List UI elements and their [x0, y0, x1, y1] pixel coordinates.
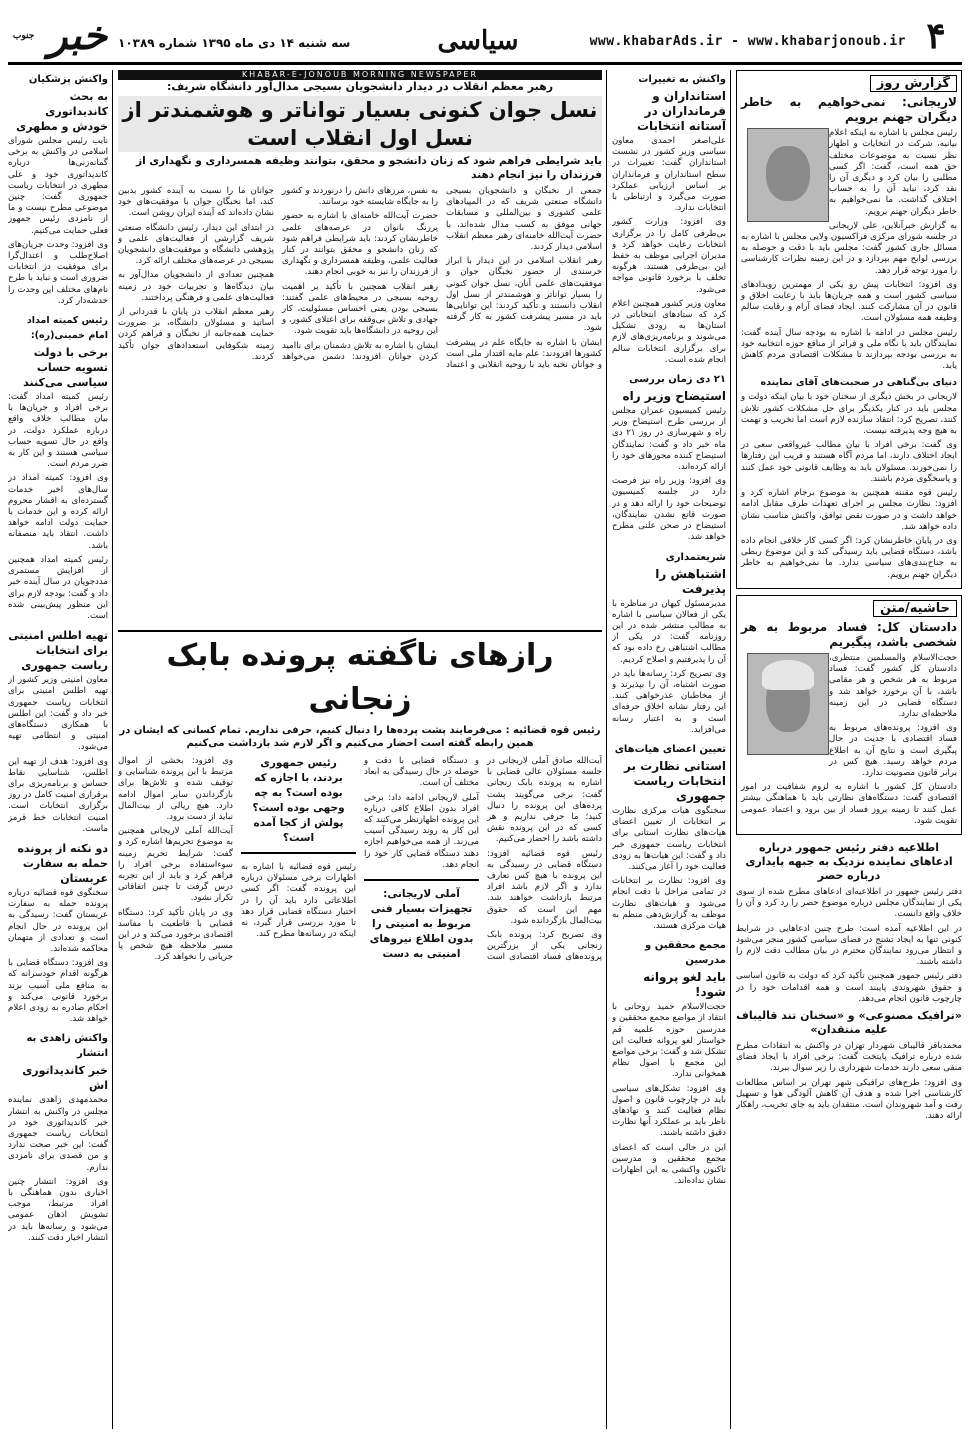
paragraph: وی افزود: طرح‌های ترافیکی شهر تهران بر اساس مطالعات کارشناسی اجرا شده و هدف آن کاهش آلودگی هوا و تسهیل رفت و آمد شهروندان است. منتقدان باید به جای تخریب، راهکار ارائه دهند. — [736, 1077, 962, 1122]
paragraph: معاون امنیتی وزیر کشور از تهیه اطلس امنیتی برای انتخابات ریاست جمهوری خبر داد و گفت: این اطلس با همکاری دستگاه‌های امنیتی و انتظامی تهیه می‌شود. — [8, 675, 108, 753]
brief-pretitle: واکنش زاهدی به انتشار — [26, 1033, 108, 1060]
right-column — [736, 70, 962, 1431]
newspaper-band: KHABAR-E-JONOUB MORNING NEWSPAPER — [118, 70, 602, 80]
paragraph: وی افزود: نظارت بر انتخابات در تمامی مراحل با دقت انجام می‌شود و هیات‌های نظارت موظف به گزارش‌دهی منظم به هیات مرکزی هستند. — [612, 876, 726, 931]
main-story-area — [118, 70, 602, 1431]
paragraph: نایب رئیس مجلس شورای اسلامی در واکنش به برخی گمانه‌زنی‌ها درباره کاندیداتوری خود و علی مطهری در انتخابات ریاست جمهوری گفت: چنین موضوعی مطرح نیست و ما از نامزدی رئیس جمهور فعلی حمایت می‌کنیم. — [8, 136, 108, 236]
pull-quote: آملی لاریجانی: تجهیزات بسیار فنی مربوط به امنیتی را بدون اطلاع نیروهای امنیتی به دست رئیس جمهوری بردند، با اجازه که بوده است؟ به چه وجهی بوده است؟ پولش از کجا آمده است؟ — [241, 756, 479, 964]
brief-title: استانی نظارت بر انتخابات ریاست جمهوری — [624, 758, 726, 803]
day-report-box — [736, 70, 962, 589]
paragraph: رهبر معظم انقلاب در پایان با قدردانی از اساتید و مسئولان دانشگاه، بر ضرورت حمایت همه‌جانبه از نخبگان و فراهم کردن زمینه شکوفایی استعدادهای جوان تأکید کردند. — [118, 307, 274, 362]
prosecutor-photo — [747, 653, 829, 755]
newspaper-logo — [10, 14, 110, 58]
brief-pretitle: رئیس کمیته امداد امام خمینی(ره): — [26, 315, 108, 342]
news-brief-column — [612, 70, 726, 1431]
paragraph: حضرت آیت‌الله خامنه‌ای با اشاره به حضور پررنگ بانوان در عرصه‌های علمی خاطرنشان کردند: باید شرایطی فراهم شود که زنان دانشجو و محقق بتوانند در کنار فعالیت علمی، وظیفه همسرداری و نگهداری از فرزندان را نیز به خوبی انجام دهند. — [282, 211, 438, 278]
paragraph: وی تصریح کرد: رسانه‌ها باید در صورت اشتباه، آن را بپذیرند و از مخاطبان عذرخواهی کنند. این رفتار نشانه اخلاق حرفه‌ای است و به اعتبار رسانه می‌افزاید. — [612, 668, 726, 735]
brief-title: باید لغو پروانه شود! — [643, 970, 726, 1000]
paragraph: رئیس کمیسیون عمران مجلس از بررسی طرح استیضاح وزیر راه و شهرسازی در روز ۲۱ دی ماه خبر داد و گفت: نمایندگان استیضاح کننده محورهای خود را ارائه کرده‌اند. — [612, 406, 726, 473]
brief-pretitle: واکنش پزشکیان — [28, 74, 108, 85]
day-report-label: گزارش روز — [870, 75, 957, 92]
main-surtitle: رهبر معظم انقلاب در دیدار دانشجویان بسیجی مدال‌آور دانشگاه شریف: — [166, 80, 554, 93]
brief-title: تهیه اطلس امنیتی برای انتخابات ریاست جمهوری — [8, 629, 108, 673]
section-title: سیاسی — [437, 26, 519, 56]
paragraph: وی تصریح کرد: پرونده بابک زنجانی یکی از بزرگترین پرونده‌های فساد اقتصادی است و دستگاه قضایی با دقت و حوصله در حال رسیدگی به ابعاد مختلف آن است. — [364, 756, 602, 963]
paragraph: رئیس مجلس در ادامه با اشاره به بودجه سال آینده گفت: نمایندگان باید با نگاه ملی و فراتر از منافع حوزه انتخابیه خود به بررسی بودجه بپردازند تا مشکلات اقتصادی مردم کاهش یابد. — [741, 327, 957, 372]
paragraph: حجت‌الاسلام حمید روحانی با انتقاد از مواضع مجمع محققین و مدرسین حوزه علمیه قم خواستار لغو پروانه فعالیت این تشکل شد و گفت: برخی مواضع این مجمع با اصول نظام همخوانی ندارد. — [612, 1002, 726, 1080]
paragraph: آیت‌الله صادق آملی لاریجانی در جلسه مسئولان عالی قضایی با اشاره به پرونده بابک زنجانی گفت: برخی می‌گویند پشت پرده‌های این پرونده را دنبال کنید؛ ما حرفی نداریم و هر کسی که در این پرونده نقش داشته باشد را احضار می‌کنیم. — [487, 756, 602, 845]
paragraph: سخنگوی قوه قضائیه درباره پرونده حمله به سفارت عربستان گفت: رسیدگی به این پرونده در حال انجام است و تعدادی از متهمان محاکمه شده‌اند. — [8, 887, 108, 954]
page-number: ۴ — [926, 15, 946, 57]
paragraph: معاون وزیر کشور همچنین اعلام کرد که ستادهای انتخاباتی در استان‌ها به زودی تشکیل می‌شوند و برنامه‌ریزی‌های لازم برای برگزاری انتخابات سالم انجام شده است. — [612, 298, 726, 365]
paragraph: رئیس کمیته امداد گفت: برخی افراد و جریان‌ها با بیان مطالب خلاف واقع درباره عملکرد دولت، در واقع در حال تسویه حساب سیاسی هستند و این کار به ضرر مردم است. — [8, 392, 108, 470]
paragraph: وی افزود: انتخابات پیش رو یکی از مهمترین رویدادهای سیاسی کشور است و همه جریان‌ها باید با رعایت اخلاق و قانون در آن مشارکت کنند. ایجاد فضای آرام و رقابت سالم وظیفه همه مسئولان است. — [741, 279, 957, 324]
paragraph: ایشان با اشاره به جایگاه علم در پیشرفت کشورها افزودند: علم مایه اقتدار ملی است و جوانان نخبه باید با روحیه انقلابی و اعتماد به نفس، مرزهای دانش را درنوردند و کشور را به جایگاه شایسته خود برسانند. — [282, 186, 602, 371]
paragraph: این در حالی است که اعضای مجمع محققین و مدرسین تاکنون واکنشی به این اظهارات نشان نداده‌اند. — [612, 1142, 726, 1187]
paragraph: رئیس کمیته امداد همچنین از افزایش مستمری مددجویان در سال آینده خبر داد و گفت: بودجه لازم برای این منظور پیش‌بینی شده است. — [8, 554, 108, 621]
paragraph: وی در پایان تأکید کرد: دستگاه قضایی با قاطعیت با مفاسد اقتصادی برخورد می‌کند و در این مسیر ملاحظه هیچ شخص یا جریانی را نخواهد کرد. — [118, 907, 233, 963]
paragraph: وی افزود: بخشی از اموال مرتبط با این پرونده شناسایی و توقیف شده و تلاش‌ها برای بازگرداندن سایر اموال ادامه دارد. هیچ ریالی از بیت‌المال نباید از دست برود. — [118, 756, 233, 823]
paragraph: وی افزود: کمیته امداد در سال‌های اخیر خدمات گسترده‌ای به اقشار محروم ارائه کرده و این خدمات با حمایت دولت ادامه خواهد داشت. انتقاد باید منصفانه باشد. — [8, 473, 108, 551]
margin-label: حاشیه/متن — [873, 600, 957, 617]
paragraph: به گزارش خبرآنلاین، علی لاریجانی در جلسه شورای مرکزی فراکسیون ولایی مجلس با اشاره به مسائل جاری کشور گفت: مجلس باید با دقت و حوصله به بررسی لوایح مهم بپردازد و در این زمینه نظرات کارشناسی را مورد توجه قرار دهد. — [741, 220, 957, 276]
paragraph: دادستان کل کشور با اشاره به لزوم شفافیت در امور اقتصادی گفت: دستگاه‌های نظارتی باید با هماهنگی بیشتر عمل کنند تا زمینه بروز فساد از بین برود و اعتماد عمومی تقویت شود. — [741, 782, 957, 826]
paragraph: دفتر رئیس جمهور در اطلاعیه‌ای ادعاهای مطرح شده از سوی یکی از نمایندگان مجلس درباره موضوع حصر را رد کرد و آن را خلاف واقع دانست. — [736, 886, 962, 920]
website-urls: www.khabarAds.ir - www.khabarjonoub.ir — [589, 34, 906, 49]
main-lead: باید شرایطی فراهم شود که زنان دانشجو و محقق، بتوانند وظیفه همسرداری و نگهداری از فرزندان را نیز انجام دهند — [136, 155, 602, 181]
brief-pretitle: ۲۱ دی زمان بررسی — [629, 374, 726, 386]
paragraph: رئیس قوه قضائیه افزود: دستگاه قضایی در رسیدگی به این پرونده با هیچ کس تعارف ندارد و اگر لازم باشد افراد مرتبط بازداشت خواهند شد. مهم این است که حقوق بیت‌المال بازگردانده شود. — [487, 848, 602, 926]
brief-pretitle: شریعتمداری — [665, 551, 726, 563]
issue-dateline: سه شنبه ۱۴ دی ماه ۱۳۹۵ شماره ۱۰۳۸۹ — [118, 36, 351, 50]
main-story-body — [118, 186, 602, 624]
paragraph: در ابتدای این دیدار، رئیس دانشگاه صنعتی شریف گزارشی از فعالیت‌های علمی و پژوهشی دانشگاه و موفقیت‌های دانشجویان بسیجی در عرصه‌های مختلف ارائه کرد. — [118, 222, 274, 267]
paragraph: جمعی از نخبگان و دانشجویان بسیجی دانشگاه صنعتی شریف که در المپیادهای علمی کشوری و بین‌المللی و مسابقات جهانی موفق به کسب مدال شده‌اند، با حضرت آیت‌الله خامنه‌ای رهبر معظم انقلاب اسلامی دیدار کردند. — [446, 186, 602, 253]
paragraph: وی افزود: دستگاه قضایی با هرگونه اقدام خودسرانه که به منافع ملی آسیب بزند برخورد قانونی می‌کند و احکام صادره به زودی اعلام خواهد شد. — [8, 958, 108, 1025]
traffic-title: «ترافیک مصنوعی» و «سخنان تند قالیباف علیه منتقدان» — [736, 1009, 962, 1036]
brief-pretitle: واکنش به تغییرات — [638, 74, 726, 85]
brief-title: دو نکته از پرونده حمله به سفارت عربستان — [17, 841, 108, 885]
paragraph: وی گفت: برخی افراد با بیان مطالب غیرواقعی سعی در ایجاد اختلاف دارند، اما مردم آگاه هستند و فریب این رفتارها را نمی‌خورند. مسئولان باید به وظایف قانونی خود عمل کنند و پاسخگوی مردم باشند. — [741, 440, 957, 484]
paragraph: محمدمهدی زاهدی نماینده مجلس در واکنش به انتشار خبر کاندیداتوری خود در انتخابات ریاست جمهوری گفت: این خبر صحت ندارد و من قصدی برای نامزدی ندارم. — [8, 1095, 108, 1173]
paragraph: وی افزود: وزیر راه نیز فرصت دارد در جلسه کمیسیون توضیحات خود را ارائه دهد و در صورت قانع نشدن نمایندگان، استیضاح در صحن علنی مطرح خواهد شد. — [612, 476, 726, 543]
paragraph: وی افزود: وزارت کشور بی‌طرفی کامل را در برگزاری انتخابات رعایت خواهد کرد و مدیران اجرایی موظف به حفظ این بی‌طرفی هستند. هرگونه تخلف با برخورد قانونی مواجه می‌شود. — [612, 217, 726, 295]
paragraph: رئیس قوه مقننه همچنین به موضوع برجام اشاره کرد و افزود: نظارت مجلس بر اجرای تعهدات طرف مقابل ادامه خواهد داشت و در صورت نقض توافق، واکنش مناسب نشان داده خواهد شد. — [741, 488, 957, 532]
brief-pretitle: مجمع محققین و مدرسین — [645, 940, 726, 967]
paragraph: در این اطلاعیه آمده است: طرح چنین ادعاهایی در شرایط کنونی تنها به ایجاد تشنج در فضای سیاسی کشور منجر می‌شود و انتظار می‌رود نمایندگان محترم در بیان مطالب دقت لازم را داشته باشند. — [736, 923, 962, 968]
paragraph: رهبر انقلاب اسلامی در این دیدار با ابراز خرسندی از حضور نخبگان جوان و موفقیت‌های علمی آنان، نسل جوان کنونی را بسیار تواناتر و هوشمندتر از نسل اول انقلاب دانستند و تأکید کردند: این توانایی‌ها باید در مسیر پیشرفت کشور به کار گرفته شود. — [446, 256, 602, 334]
paragraph: وی افزود: انتشار چنین اخباری بدون هماهنگی با افراد مرتبط، موجب تشویش اذهان عمومی می‌شود و رسانه‌ها باید در انتشار اخبار دقت کنند. — [8, 1176, 108, 1243]
paragraph: رئیس قوه قضائیه با اشاره به اظهارات برخی مسئولان درباره این پرونده گفت: اگر کسی اطلاعاتی دارد باید آن را در اختیار دستگاه قضایی قرار دهد تا مورد بررسی قرار گیرد، نه اینکه در رسانه‌ها مطرح کند. — [241, 862, 356, 940]
left-column — [8, 70, 108, 1431]
brief-title: به بحث کاندیداتوری خودش و مطهری — [16, 90, 108, 133]
brief-title: استانداران و فرمانداران در آستانه انتخابات — [636, 89, 726, 133]
paragraph: وی افزود: تشکل‌های سیاسی باید در چارچوب قانون و اصول نظام فعالیت کنند و نهادهای ناظر باید بر عملکرد آنها نظارت دقیق داشته باشند. — [612, 1083, 726, 1139]
column-divider — [112, 70, 113, 1429]
header-rule — [8, 62, 962, 65]
paragraph: وی در پایان خاطرنشان کرد: اگر کسی کار خلافی انجام داده باشد، دستگاه قضایی باید رسیدگی کند و این موضوع ربطی به جناح‌بندی‌های سیاسی ندارد. ما نمی‌خواهیم به خاطر دیگران جهنم برویم. — [741, 535, 957, 580]
paragraph: آملی لاریجانی ادامه داد: برخی افراد بدون اطلاع کافی درباره این پرونده اظهارنظر می‌کنند که این کار به روند رسیدگی آسیب می‌زند. از همه می‌خواهیم اجازه دهند دستگاه قضایی کار خود را انجام دهد. — [364, 792, 479, 870]
notice-title: اطلاعیه دفتر رئیس جمهور درباره ادعاهای نماینده نزدیک به جبهه پایداری درباره حصر — [745, 840, 953, 882]
paragraph: رئیس مجلس با اشاره به اینکه اعلام بیانیه، شرکت در انتخابات و اظهار نظر نسبت به موضوعات مختلف حق همه است، گفت: اگر کسی مطلبی را بیان کرد و دیگری آن را نقد کرد، نباید آن را به حساب اختلاف گذاشت. ما نمی‌خواهیم به خاطر دیگران جهنم برویم. — [829, 128, 957, 217]
column-divider — [606, 70, 607, 1429]
paragraph: همچنین تعدادی از دانشجویان مدال‌آور به بیان دیدگاه‌ها و تجربیات خود در زمینه فعالیت‌های علمی و فرهنگی پرداختند. — [118, 270, 274, 303]
paragraph: وی افزود: هدف از تهیه این اطلس، شناسایی نقاط حساس و برنامه‌ریزی برای برقراری امنیت کامل در روز برگزاری انتخابات است. امنیت انتخابات خط قرمز ماست. — [8, 756, 108, 834]
paragraph: لاریجانی در بخش دیگری از سخنان خود با بیان اینکه دولت و مجلس باید در کنار یکدیگر برای حل مشکلات کشور تلاش کنند، تصریح کرد: انتقاد سازنده لازم است اما تخریب و تهمت به هیچ وجه پذیرفته نیست. — [741, 392, 957, 437]
margin-title: دادستان کل: فساد مربوط به هر شخصی باشد، پیگیریم — [741, 619, 957, 649]
larijani-photo — [747, 128, 829, 222]
paragraph: وی افزود: وحدت جریان‌های اصلاح‌طلب و اعتدال‌گرا برای موفقیت در انتخابات ضروری است و نباید با طرح نام‌های مختلف این وحدت را خدشه‌دار کرد. — [8, 239, 108, 306]
paragraph: رهبر انقلاب همچنین با تأکید بر اهمیت روحیه بسیجی در محیط‌های علمی گفتند: بسیجی بودن یعنی احساس مسئولیت، کار جهادی و تلاش بی‌وقفه برای اعتلای کشور، و این روحیه در دانشگاه‌ها باید تقویت شود. — [282, 281, 438, 337]
column-divider — [730, 70, 731, 1429]
day-report-title: لاریجانی: نمی‌خواهیم به خاطر دیگران جهنم برویم — [741, 95, 957, 125]
paragraph: دفتر رئیس جمهور همچنین تأکید کرد که دولت به قانون اساسی و حقوق شهروندی پایبند است و همه اقدامات خود را در چارچوب قانون انجام می‌دهد. — [736, 971, 962, 1004]
logo-subtext: جنوب — [12, 31, 35, 41]
brief-title: استیضاح وزیر راه — [622, 389, 726, 404]
main-headline: نسل جوان کنونی بسیار تواناتر و هوشمندتر از نسل اول انقلاب است — [118, 96, 602, 152]
brief-pretitle: تعیین اعضای هیات‌های — [614, 743, 726, 755]
babak-lead: رئیس قوه قضائیه : می‌فرمایند پشت پرده‌ها را دنبال کنیم، حرفی نداریم. تمام کسانی که ایشان در همین رابطه گفته است احضار می‌کنیم و اگر لازم شد بازداشت می‌کنیم — [119, 725, 601, 749]
paragraph: آیت‌الله آملی لاریجانی همچنین به موضوع تحریم‌ها اشاره کرد و گفت: شرایط تحریم زمینه سوءاستفاده برخی افراد را فراهم کرد و باید از این تجربه درس گرفت تا چنین اتفاقاتی تکرار نشود. — [118, 826, 233, 904]
paragraph: وی افزود: پرونده‌های مربوط به فساد اقتصادی با جدیت در حال پیگیری است و نتایج آن به اطلاع مردم خواهد رسید. هیچ کس در برابر قانون مصونیت ندارد. — [829, 723, 957, 778]
paragraph: حجت‌الاسلام والمسلمین منتظری، دادستان کل کشور گفت: فساد مربوط به هر شخص و هر مقامی باشد، با آن برخورد خواهد شد و دستگاه قضایی در این زمینه ملاحظه‌ای ندارد. — [829, 652, 957, 719]
brief-title: خبر کاندیداتوری اش — [22, 1064, 108, 1093]
logo-text: خبر — [48, 12, 108, 59]
paragraph: سخنگوی هیات مرکزی نظارت بر انتخابات از تعیین اعضای هیات‌های نظارت استانی برای انتخابات ریاست جمهوری خبر داد و گفت: این هیات‌ها به زودی فعالیت خود را آغاز می‌کنند. — [612, 805, 726, 872]
report-subheading: دنیای بی‌گناهی در صحبت‌های آقای نماینده — [760, 377, 957, 389]
paragraph: محمدباقر قالیباف شهردار تهران در واکنش به انتقادات مطرح شده درباره ترافیک پایتخت گفت: برخی افراد با ایجاد فضای منفی سعی دارند خدمات شهرداری را زیر سوال ببرند. — [736, 1041, 962, 1074]
brief-title: اشتباهش را پذیرفت — [655, 566, 726, 596]
paragraph: ایشان با اشاره به تلاش دشمنان برای ناامید کردن جوانان افزودند: دشمن می‌خواهد جوانان ما را نسبت به آینده کشور بدبین کند، اما نخبگان جوان با موفقیت‌های خود نشان داده‌اند که آینده ایران روشن است. — [118, 186, 438, 362]
brief-title: برخی با دولت تسویه حساب سیاسی می‌کنند — [23, 346, 108, 390]
paragraph: مدیرمسئول کیهان در مناظره با یکی از فعالان سیاسی با اشاره به مطالب منتشر شده در این روزنامه گفت: در یکی از مطالب اشتباهی رخ داده بود که آن را پذیرفتیم و اصلاح کردیم. — [612, 598, 726, 665]
page-header — [8, 14, 962, 62]
margin-text-box — [736, 595, 962, 835]
babak-story-body — [118, 756, 602, 1431]
paragraph: علی‌اصغر احمدی معاون سیاسی وزیر کشور در نشست استانداران گفت: تغییرات در سطح استانداران و فرمانداران بر اساس ارزیابی عملکرد صورت می‌گیرد و ارتباطی با انتخابات ندارد. — [612, 136, 726, 214]
babak-headline: رازهای ناگفته پرونده بابک زنجانی — [166, 638, 554, 717]
